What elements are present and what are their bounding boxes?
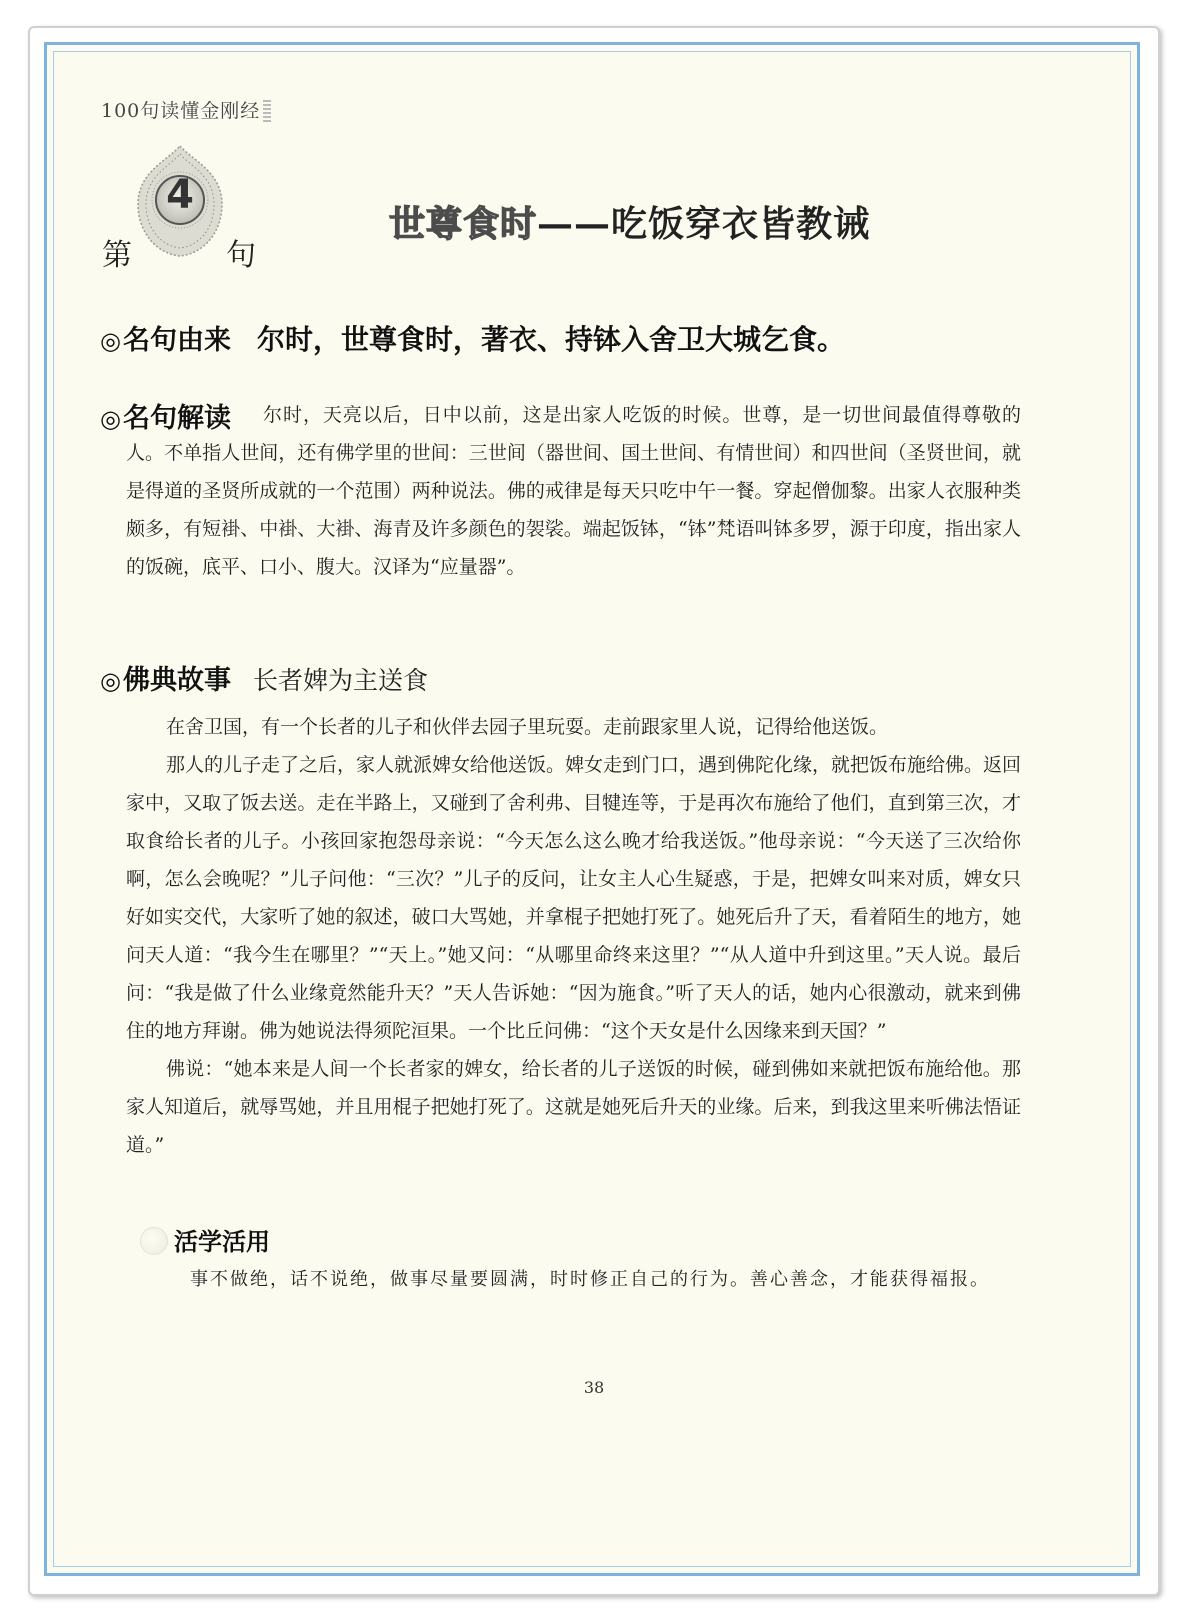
interpretation-text: 尔时，天亮以后，日中以前，这是出家人吃饭的时候。世尊，是一切世间最值得尊敬的人。不单指人世间，还有佛学里的世间：三世间（器世间、国土世间、有情世间）和四世间（圣贤世间，就是得道的圣贤所成就的一个范围）两种说法。佛的戒律是每天只吃中午一餐。穿起僧伽黎。出家人衣服种类颇多，有短褂、中褂、大褂、海青及许多颜色的袈裟。端起饭钵，“钵”梵语叫钵多罗，源于印度，指出家人的饭碗，底平、口小、腹大。汉译为“应量器”。 xyxy=(126,404,1021,578)
story-paragraph: 佛说：“她本来是人间一个长者家的婢女，给长者的儿子送饭的时候，碰到佛如来就把饭布施给他。那家人知道后，就辱骂她，并且用棍子把她打死了。这就是她死后升天的业缘。后来，到我这里来听佛法悟证道。” xyxy=(126,1058,1021,1156)
chapter-suffix: 句 xyxy=(226,238,256,273)
title-subtitle: 吃饭穿衣皆教诫 xyxy=(611,203,871,245)
story-paragraph: 在舍卫国，有一个长者的儿子和伙伴去园子里玩耍。走前跟家里人说，记得给他送饭。 xyxy=(166,716,889,738)
chapter-number: 4 xyxy=(166,172,194,218)
chapter-title xyxy=(389,196,870,247)
running-head-ornament xyxy=(263,100,271,122)
section-origin xyxy=(100,318,845,358)
story-body xyxy=(126,708,1021,1164)
famous-quote: 尔时，世尊食时，著衣、持钵入舍卫大城乞食。 xyxy=(256,323,845,356)
chapter-prefix: 第 xyxy=(102,238,132,273)
page-number: 38 xyxy=(583,1378,605,1397)
section-apply-label: 活学活用 xyxy=(174,1228,270,1256)
running-head xyxy=(101,96,271,123)
section-marker-icon: ◎ xyxy=(100,327,121,355)
section-origin-label: 名句由来 xyxy=(122,325,231,356)
pearl-icon xyxy=(140,1227,168,1255)
section-story-heading xyxy=(100,658,428,697)
apply-text: 事不做绝，话不说绝，做事尽量要圆满，时时修正自己的行为。善心善念，才能获得福报。 xyxy=(190,1269,990,1290)
story-paragraph: 那人的儿子走了之后，家人就派婢女给他送饭。婢女走到门口，遇到佛陀化缘，就把饭布施给佛。返回家中，又取了饭去送。走在半路上，又碰到了舍利弗、目犍连等，于是再次布施给了他们，直到第三次，才取食给长者的儿子。小孩回家抱怨母亲说：“今天怎么这么晚才给我送饭。”他母亲说：“今天送了三次给你啊，怎么会晚呢？”儿子问他：“三次？”儿子的反问，让女主人心生疑惑，于是，把婢女叫来对质，婢女只好如实交代，大家听了她的叙述，破口大骂她，并拿棍子把她打死了。她死后升了天，看着陌生的地方，她问天人道：“我今生在哪里？”“天上。”她又问：“从哪里命终来这里？”“从人道中升到这里。”天人说。最后问：“我是做了什么业缘竟然能升天？”天人告诉她：“因为施食。”听了天人的话，她内心很激动，就来到佛住的地方拜谢。佛为她说法得须陀洹果。一个比丘问佛：“这个天女是什么因缘来到天国？” xyxy=(126,754,1022,1042)
section-marker-icon: ◎ xyxy=(100,667,121,695)
title-dash: —— xyxy=(537,203,612,245)
section-story-label: 佛典故事 xyxy=(122,665,231,696)
section-interpretation-label: 名句解读 xyxy=(122,403,231,434)
section-apply-heading xyxy=(140,1222,270,1257)
chapter-badge xyxy=(130,142,230,260)
running-head-text: 100句读懂金刚经 xyxy=(101,100,261,122)
section-marker-icon: ◎ xyxy=(100,405,121,433)
title-main: 世尊食时 xyxy=(389,204,538,245)
story-title: 长者婢为主送食 xyxy=(252,666,428,695)
